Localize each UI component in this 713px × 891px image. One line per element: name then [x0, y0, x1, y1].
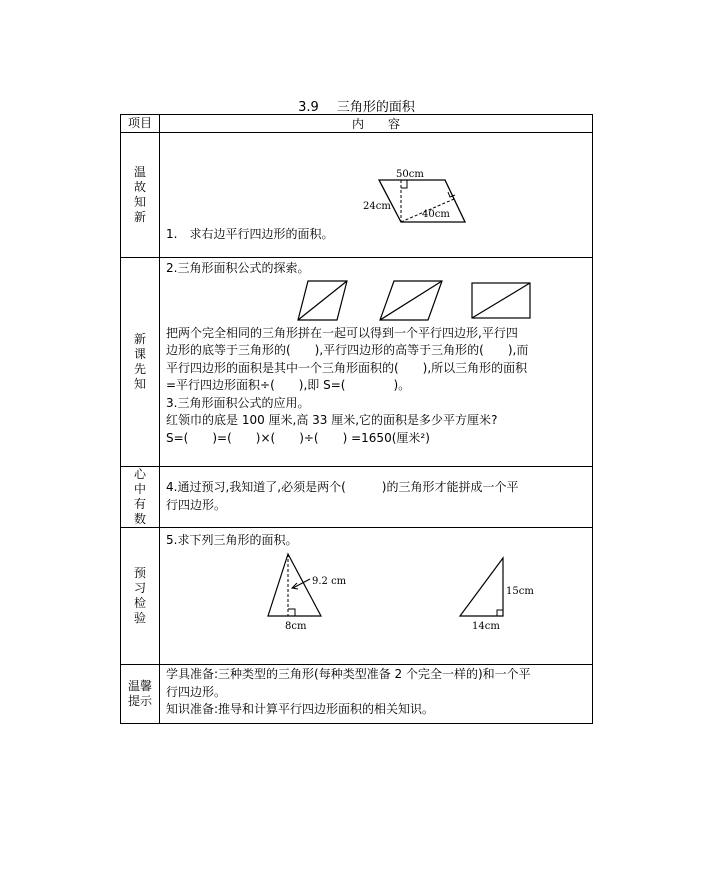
- mind-line-2: 行四边形。: [166, 497, 227, 512]
- cell-review: [160, 133, 593, 258]
- row-check: [121, 528, 593, 665]
- row-mind: [121, 467, 593, 528]
- row-new: [121, 258, 593, 467]
- row-tips: [121, 665, 593, 724]
- tri2-base-label: 14cm: [472, 621, 500, 632]
- triangle-pairs-figure: [166, 277, 600, 325]
- section-number: 3.9: [298, 100, 319, 115]
- header-item: 项目: [121, 115, 160, 133]
- row-review: [121, 133, 593, 258]
- cell-tips: [160, 665, 593, 724]
- cell-check: [160, 528, 593, 665]
- label-height: 24cm: [363, 201, 391, 212]
- mind-line-1: 4.通过预习,我知道了,必须是两个( )的三角形才能拼成一个平: [166, 480, 519, 494]
- review-question: 1. 求右边平行四边形的面积。: [166, 227, 334, 241]
- page-title: [0, 96, 713, 115]
- formula-line: S=( )=( )×( )÷( ) =1650(厘米²): [166, 430, 430, 445]
- item-3: 3.三角形面积公式的应用。: [166, 395, 310, 410]
- tips-line-1: 学具准备:三种类型的三角形(每种类型准备 2 个完全一样的)和一个平: [166, 667, 531, 681]
- triangles-figure: [160, 528, 594, 664]
- tri1-base-label: 8cm: [285, 621, 307, 632]
- header-content: 内 容: [160, 115, 593, 133]
- item-2: 2.三角形面积公式的探索。: [166, 261, 310, 275]
- study-sheet-table: [120, 114, 593, 724]
- para-line-4: =平行四边形面积÷( ),即 S=( )。: [166, 378, 411, 392]
- header-row: [121, 115, 593, 133]
- tips-line-3: 知识准备:推导和计算平行四边形面积的相关知识。: [166, 702, 435, 716]
- label-top: 50cm: [396, 169, 424, 180]
- para-line-3: 平行四边形的面积是其中一个三角形面积的( ),所以三角形的面积: [166, 360, 528, 375]
- question-line: 红领巾的底是 100 厘米,高 33 厘米,它的面积是多少平方厘米?: [166, 413, 498, 427]
- para-line-1: 把两个完全相同的三角形拼在一起可以得到一个平行四边形,平行四: [166, 325, 518, 340]
- cell-new: [160, 258, 593, 467]
- section-title: 三角形的面积: [336, 100, 415, 115]
- row-label-review: 温故知新: [121, 133, 160, 258]
- row-label-new: 新课先知: [121, 258, 160, 467]
- row-label-tips: 温馨提示: [121, 665, 160, 724]
- tips-line-2: 行四边形。: [166, 684, 227, 699]
- item-5: 5.求下列三角形的面积。: [166, 533, 298, 547]
- row-label-check: 预习检验: [121, 528, 160, 665]
- para-line-2: 边形的底等于三角形的( ),平行四边形的高等于三角形的( ),而: [166, 343, 529, 357]
- label-slant: 40cm: [422, 209, 450, 220]
- cell-mind: [160, 467, 593, 528]
- tri2-height-label: 15cm: [506, 586, 534, 597]
- row-label-mind: 心中有数: [121, 467, 160, 528]
- tri1-height-label: 9.2 cm: [312, 576, 347, 587]
